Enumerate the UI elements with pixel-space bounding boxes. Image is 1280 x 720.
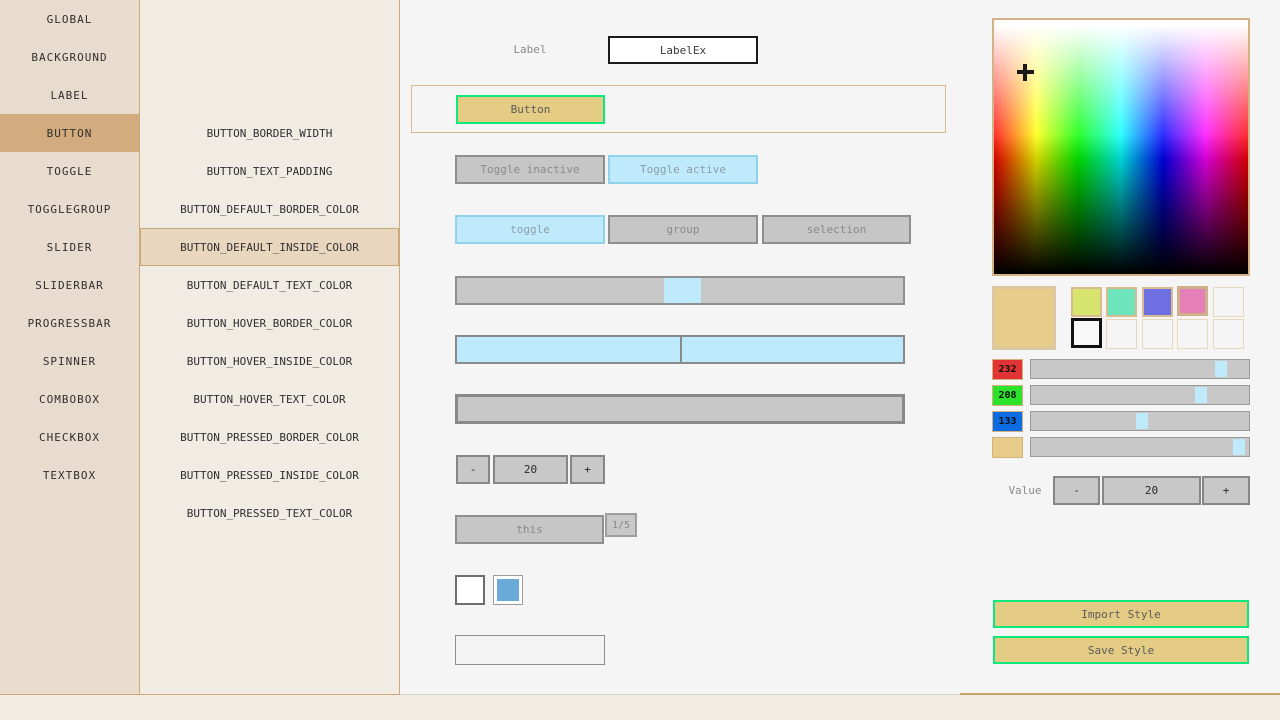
textbox-preview[interactable] <box>455 635 605 665</box>
prop-item-default-inside-color[interactable]: BUTTON_DEFAULT_INSIDE_COLOR <box>140 228 399 266</box>
label-caption: Label <box>513 43 547 56</box>
alpha-channel-value-badge <box>992 437 1023 458</box>
value-plus-button[interactable]: + <box>1202 476 1250 505</box>
progressbar-preview <box>455 394 905 424</box>
prop-item-hover-inside-color[interactable]: BUTTON_HOVER_INSIDE_COLOR <box>186 354 353 368</box>
prop-item-hover-text-color[interactable]: BUTTON_HOVER_TEXT_COLOR <box>193 392 346 406</box>
spinner-plus-button[interactable]: + <box>570 455 605 484</box>
prop-item-default-text-color[interactable]: BUTTON_DEFAULT_TEXT_COLOR <box>186 278 353 292</box>
sidebar-item-togglegroup[interactable]: TOGGLEGROUP <box>27 202 112 216</box>
blue-channel-slider[interactable] <box>1030 411 1250 431</box>
sidebar-item-toggle[interactable]: TOGGLE <box>46 164 93 178</box>
palette-swatch-7-empty[interactable] <box>1106 319 1137 349</box>
palette-swatch-6-selected-empty[interactable] <box>1071 318 1102 348</box>
category-sidebar <box>0 0 140 695</box>
sidebar-item-spinner[interactable]: SPINNER <box>42 354 97 368</box>
prop-item-pressed-border-color[interactable]: BUTTON_PRESSED_BORDER_COLOR <box>180 430 359 444</box>
import-style-button[interactable]: Import Style <box>993 600 1249 628</box>
palette-swatch-10-empty[interactable] <box>1213 319 1244 349</box>
prop-item-default-border-color[interactable]: BUTTON_DEFAULT_BORDER_COLOR <box>180 202 359 216</box>
picker-crosshair-icon <box>1023 64 1027 81</box>
sidebar-item-checkbox[interactable]: CHECKBOX <box>39 430 100 444</box>
palette-swatch-9-empty[interactable] <box>1177 319 1208 349</box>
blue-channel-row <box>992 411 1250 433</box>
green-channel-row <box>992 385 1250 407</box>
alpha-channel-row <box>992 437 1250 459</box>
color-picker-gradient[interactable] <box>992 18 1250 276</box>
spinner-minus-button[interactable]: - <box>456 455 490 484</box>
checkbox-unchecked[interactable] <box>455 575 485 605</box>
togglegroup-group-button[interactable]: group <box>608 215 758 244</box>
widget-preview-area <box>400 0 960 695</box>
prop-item-pressed-text-color[interactable]: BUTTON_PRESSED_TEXT_COLOR <box>186 506 353 520</box>
palette-swatch-5-empty[interactable] <box>1213 287 1244 317</box>
button-preview-panel <box>411 85 946 133</box>
save-style-button[interactable]: Save Style <box>993 636 1249 664</box>
preview-button[interactable]: Button <box>456 95 605 124</box>
combobox-preview[interactable]: this <box>455 515 604 544</box>
alpha-channel-thumb[interactable] <box>1233 439 1245 455</box>
value-field[interactable]: 20 <box>1102 476 1201 505</box>
sidebar-item-button[interactable]: BUTTON <box>0 114 139 152</box>
palette-swatch-1[interactable] <box>1071 287 1102 317</box>
labelex-textbox[interactable]: LabelEx <box>608 36 758 64</box>
togglegroup-toggle-button[interactable]: toggle <box>455 215 605 244</box>
sliderbar-preview[interactable] <box>455 335 905 364</box>
sidebar-item-combobox[interactable]: COMBOBOX <box>39 392 100 406</box>
toggle-inactive-button[interactable]: Toggle inactive <box>455 155 605 184</box>
sidebar-item-sliderbar[interactable]: SLIDERBAR <box>35 278 104 292</box>
green-channel-value-badge: 208 <box>992 385 1023 406</box>
slider-preview[interactable] <box>455 276 905 305</box>
alpha-channel-slider[interactable] <box>1030 437 1250 457</box>
palette-swatch-2[interactable] <box>1106 287 1137 317</box>
prop-item-border-width[interactable]: BUTTON_BORDER_WIDTH <box>206 126 333 140</box>
current-color-swatch <box>992 286 1056 350</box>
sidebar-item-global[interactable]: GLOBAL <box>46 12 93 26</box>
color-editor-panel <box>960 0 1280 695</box>
prop-item-text-padding[interactable]: BUTTON_TEXT_PADDING <box>206 164 333 178</box>
sidebar-item-progressbar[interactable]: PROGRESSBAR <box>27 316 112 330</box>
red-channel-value-badge: 232 <box>992 359 1023 380</box>
sidebar-item-background[interactable]: BACKGROUND <box>31 50 108 64</box>
checkbox-checked[interactable] <box>493 575 523 605</box>
prop-item-pressed-inside-color[interactable]: BUTTON_PRESSED_INSIDE_COLOR <box>180 468 359 482</box>
prop-item-hover-border-color[interactable]: BUTTON_HOVER_BORDER_COLOR <box>186 316 353 330</box>
toggle-active-button[interactable]: Toggle active <box>608 155 758 184</box>
blue-channel-thumb[interactable] <box>1136 413 1148 429</box>
sliderbar-divider <box>680 337 682 362</box>
value-caption: Value <box>1008 484 1042 497</box>
green-channel-thumb[interactable] <box>1195 387 1207 403</box>
property-list <box>140 0 400 695</box>
red-channel-thumb[interactable] <box>1215 361 1227 377</box>
sidebar-item-slider[interactable]: SLIDER <box>46 240 93 254</box>
red-channel-slider[interactable] <box>1030 359 1250 379</box>
red-channel-row <box>992 359 1250 381</box>
combobox-pager: 1/5 <box>605 513 637 537</box>
value-minus-button[interactable]: - <box>1053 476 1100 505</box>
slider-thumb[interactable] <box>664 278 701 303</box>
palette-swatch-4[interactable] <box>1177 286 1208 316</box>
togglegroup-selection-button[interactable]: selection <box>762 215 911 244</box>
palette-swatch-8-empty[interactable] <box>1142 319 1173 349</box>
sidebar-item-textbox[interactable]: TEXTBOX <box>42 468 97 482</box>
checkbox-check-mark <box>497 579 519 601</box>
palette-swatch-3[interactable] <box>1142 287 1173 317</box>
sidebar-item-label[interactable]: LABEL <box>50 88 89 102</box>
spinner-value-field[interactable]: 20 <box>493 455 568 484</box>
blue-channel-value-badge: 133 <box>992 411 1023 432</box>
green-channel-slider[interactable] <box>1030 385 1250 405</box>
